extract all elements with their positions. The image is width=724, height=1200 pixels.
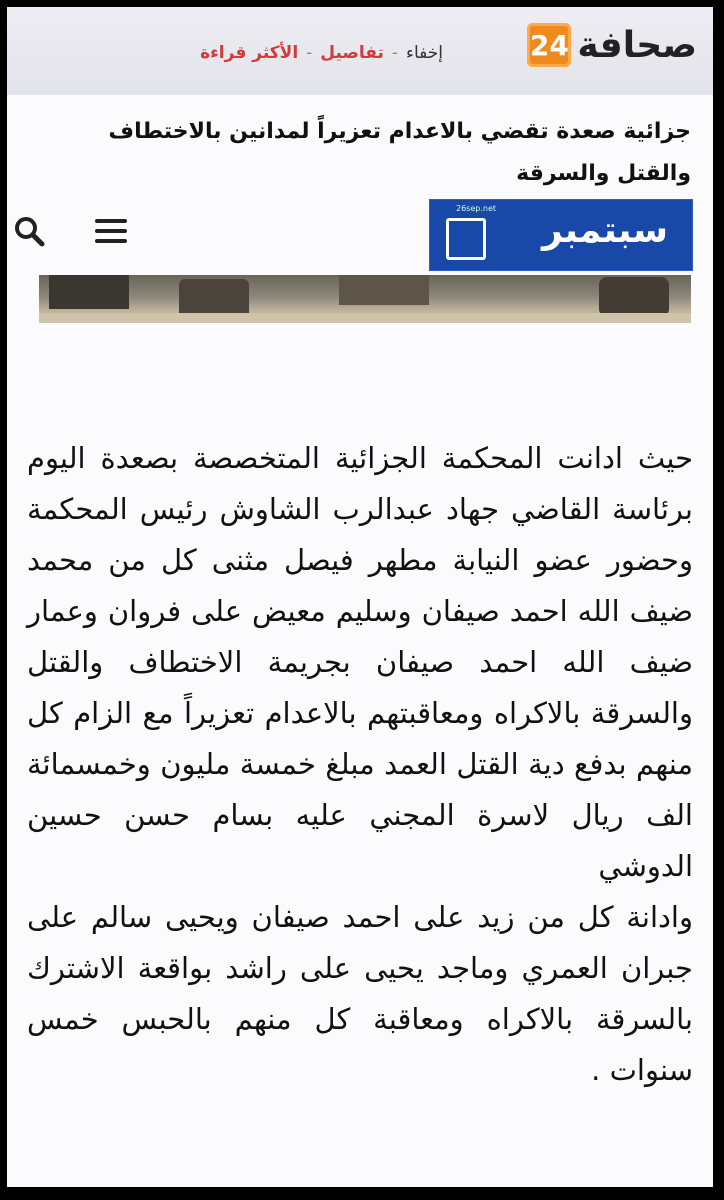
site-logo[interactable] bbox=[429, 199, 693, 271]
brand-logo-icon: 24 bbox=[527, 23, 571, 67]
hide-link[interactable]: إخفاء bbox=[405, 43, 443, 63]
site-header bbox=[7, 199, 713, 275]
search-icon[interactable] bbox=[13, 215, 45, 247]
menu-icon[interactable] bbox=[95, 219, 127, 245]
top-links bbox=[200, 43, 443, 63]
article-paragraph-2: وادانة كل من زيد على احمد صيفان ويحيى سالم على جبران العمري وماجد يحيى على راشد بواقعة الاشترك بالسرقة بالاكراه ومعاقبة كل منهم بالحبس خمس سنوات . bbox=[27, 900, 693, 1087]
screenshot-frame bbox=[7, 7, 713, 1187]
details-link[interactable]: تفاصيل bbox=[320, 43, 384, 63]
site-logo-small: 26sep.net bbox=[456, 204, 497, 213]
aggregator-topbar bbox=[7, 7, 713, 95]
logo-mark-icon bbox=[446, 218, 486, 260]
brand[interactable] bbox=[527, 17, 697, 73]
article-body bbox=[27, 433, 693, 1096]
most-read-link[interactable]: الأكثر قراءة bbox=[200, 43, 299, 63]
separator: - bbox=[306, 43, 313, 63]
separator: - bbox=[391, 43, 398, 63]
site-logo-name: سبتمبر bbox=[541, 210, 668, 251]
article-paragraph-1: حيث ادانت المحكمة الجزائية المتخصصة بصعدة اليوم برئاسة القاضي جهاد عبدالرب الشاوش رئيس المحكمة وحضور عضو النيابة مطهر فيصل مثنى كل من محمد ضيف الله احمد صيفان وسليم معيض على فروان وعمار ضيف الله احمد صيفان بجريمة الاختطاف والقتل والسرقة بالاكراه ومعاقبتهم بالاعدام تعزيراً مع الزام كل منهم بدفع دية القتل العمد مبلغ خمسة مليون وخمسمائة الف ريال لاسرة المجني عليه بسام حسن حسين الدوشي bbox=[27, 441, 693, 883]
article-headline[interactable]: جزائية صعدة تقضي بالاعدام تعزيراً لمدانين بالاختطاف والقتل والسرقة bbox=[108, 119, 691, 186]
article-photo bbox=[39, 275, 691, 323]
brand-name: صحافة bbox=[577, 24, 697, 66]
